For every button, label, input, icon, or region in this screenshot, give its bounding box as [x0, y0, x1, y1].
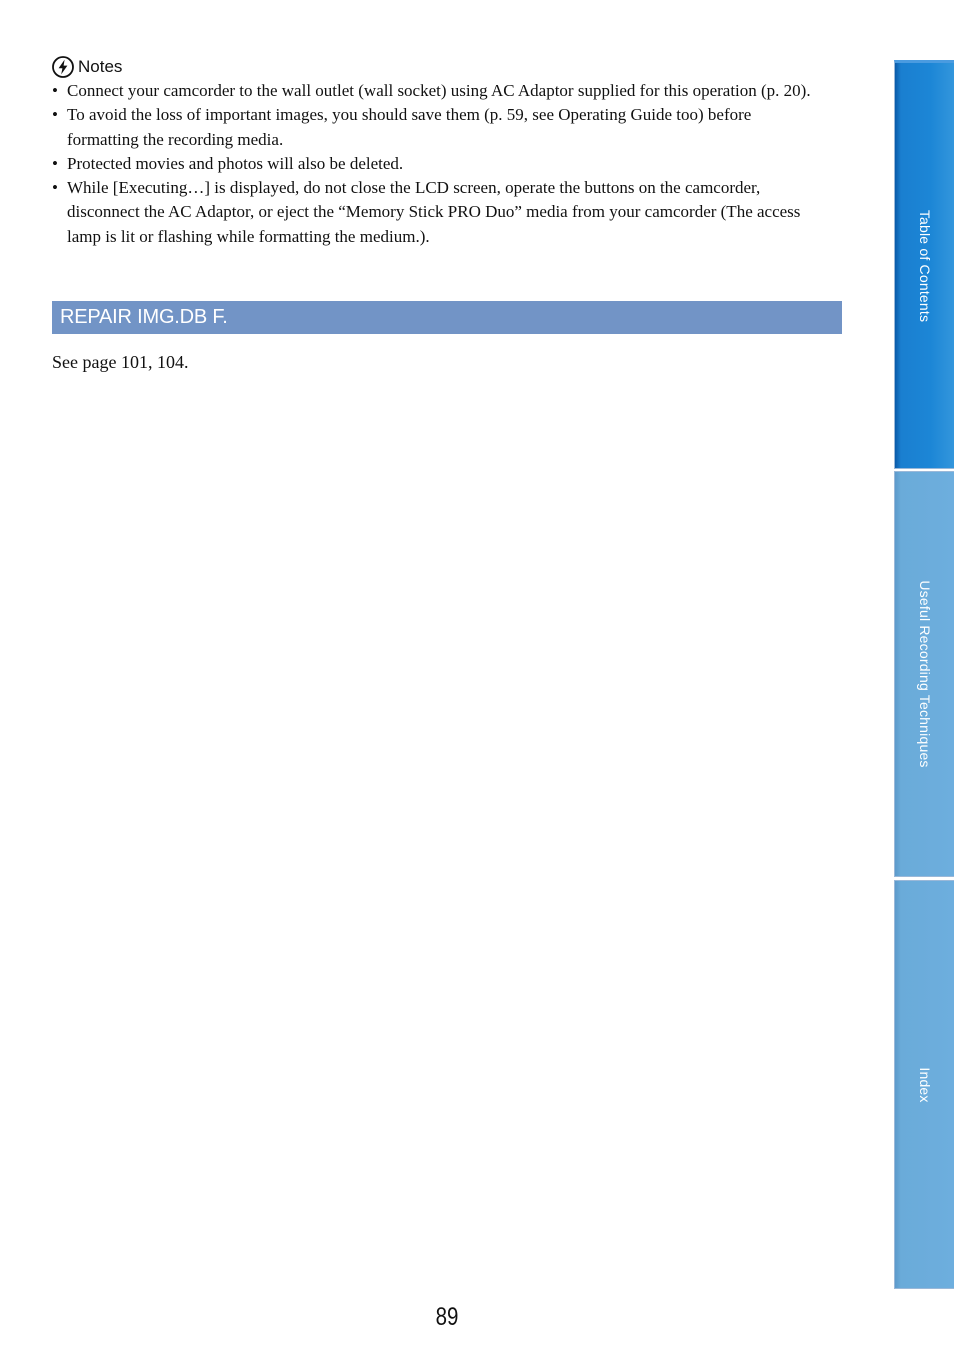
see-page-reference: See page 101, 104. [52, 352, 189, 372]
prohibition-notes-icon [52, 56, 74, 78]
notes-heading [52, 54, 122, 80]
note-item-executing: • While [Executing…] is displayed, do not close the LCD screen, operate the buttons on the camcorder, disconnect the AC Adaptor, or eject the “Memory Stick PRO Duo” media from your camcorder (The access lamp is lit or flashing while formatting the medium.). [52, 176, 827, 249]
note-item-power: • Connect your camcorder to the wall outlet (wall socket) using AC Adaptor supplied for this operation (p. 20). [52, 79, 827, 103]
notes-label: Notes [78, 57, 123, 76]
tab-table-of-contents-label: Table of Contents [916, 209, 933, 322]
note-item-protected: • Protected movies and photos will also be deleted. [52, 152, 827, 176]
page-number: 89 [435, 1303, 459, 1331]
tab-index-label: Index [916, 1066, 933, 1103]
tab-index[interactable] [894, 880, 954, 1289]
section-header-bar [52, 301, 842, 334]
notes-list [52, 79, 827, 249]
tab-useful-recording-techniques-label: Useful Recording Techniques [916, 580, 933, 768]
tab-table-of-contents[interactable] [894, 60, 954, 469]
tab-useful-recording-techniques[interactable] [894, 471, 954, 877]
section-title: REPAIR IMG.DB F. [60, 306, 228, 328]
note-item-backup: • To avoid the loss of important images, you should save them (p. 59, see Operating Guide too) before formatting the recording media. [52, 103, 827, 152]
